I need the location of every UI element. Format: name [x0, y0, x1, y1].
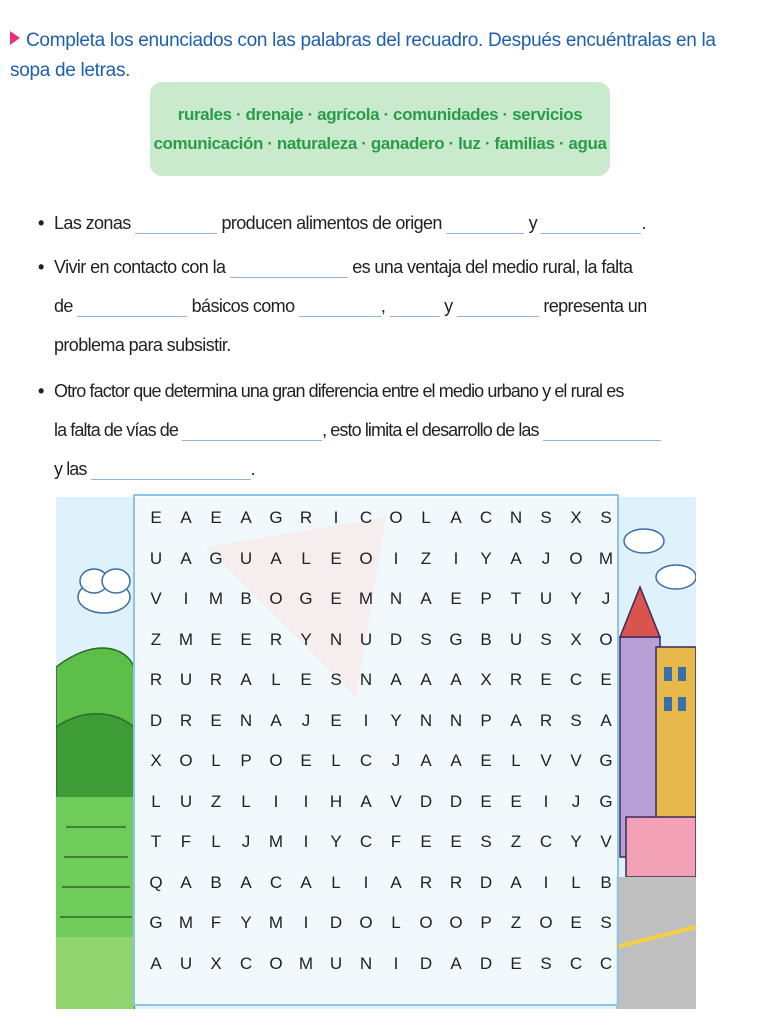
word-search-letter[interactable]: A: [510, 710, 522, 730]
word-search-letter[interactable]: A: [240, 508, 252, 527]
word-search-letter[interactable]: N: [359, 670, 373, 689]
word-search-letter[interactable]: A: [420, 670, 432, 689]
word-search-letter[interactable]: A: [390, 872, 402, 892]
bullet-icon: •: [38, 257, 44, 277]
word-search-letter[interactable]: O: [269, 589, 283, 608]
word-search-letter[interactable]: U: [179, 953, 193, 973]
word-search-letter[interactable]: C: [359, 751, 373, 770]
word-search-letter[interactable]: J: [541, 548, 551, 568]
word-search-letter[interactable]: P: [240, 751, 252, 770]
statement-2-text: [54, 248, 698, 365]
statement-3-part-3: , esto limita el desarrollo de las: [322, 420, 539, 440]
word-search-letter[interactable]: M: [268, 832, 284, 851]
word-search-letter[interactable]: X: [570, 629, 582, 649]
word-search-letter[interactable]: O: [389, 508, 403, 527]
word-search-letter[interactable]: A: [420, 751, 432, 770]
word-search-letter[interactable]: D: [329, 913, 343, 932]
word-search-letter[interactable]: Y: [330, 832, 342, 851]
word-search-letter[interactable]: E: [570, 913, 582, 932]
statement-1: [38, 204, 698, 243]
word-search-letter[interactable]: R: [509, 670, 523, 689]
word-search-letter[interactable]: M: [178, 629, 194, 649]
word-search-letter[interactable]: I: [183, 589, 189, 608]
word-search-letter[interactable]: G: [599, 791, 613, 811]
word-search-letter[interactable]: C: [359, 832, 373, 851]
word-search-letter[interactable]: L: [571, 872, 581, 892]
statement-1-part-1: Las zonas: [54, 213, 131, 233]
statement-2: [38, 248, 698, 365]
word-search-letter[interactable]: S: [480, 832, 492, 851]
word-search-letter[interactable]: I: [363, 872, 369, 892]
word-search-letter[interactable]: B: [480, 629, 492, 649]
word-search-letter[interactable]: D: [149, 710, 163, 730]
word-search-letter[interactable]: L: [391, 913, 401, 932]
statement-3-part-4: y las: [54, 459, 87, 479]
instruction-text: Completa los enunciados con las palabras del recuadro. Después encuéntralas en la sopa de letras.: [10, 30, 716, 81]
word-search-letter[interactable]: E: [210, 629, 222, 649]
word-search-letter[interactable]: A: [240, 670, 252, 689]
word-search-letter[interactable]: A: [450, 670, 462, 689]
word-search-letter[interactable]: X: [480, 670, 492, 689]
word-search-letter[interactable]: A: [180, 548, 192, 568]
statement-2-part-3: de: [54, 296, 73, 316]
word-search-letter[interactable]: L: [331, 751, 341, 770]
word-search-letter[interactable]: G: [209, 548, 223, 568]
word-search-letter[interactable]: C: [599, 953, 613, 973]
word-search-letter[interactable]: G: [269, 508, 283, 527]
word-search-letter[interactable]: L: [211, 832, 221, 851]
word-search-letter[interactable]: S: [540, 629, 552, 649]
word-search-letter[interactable]: S: [330, 670, 342, 689]
statement-1-text: [54, 204, 698, 243]
word-search-letter[interactable]: R: [419, 872, 433, 892]
word-search-letter[interactable]: A: [510, 872, 522, 892]
word-search-letter[interactable]: E: [480, 791, 492, 811]
word-search-letter[interactable]: R: [179, 710, 193, 730]
word-search-letter[interactable]: O: [569, 548, 583, 568]
word-search-letter[interactable]: E: [540, 670, 552, 689]
word-search-letter[interactable]: M: [178, 913, 194, 932]
word-search-letter[interactable]: S: [420, 629, 432, 649]
word-search-letter[interactable]: S: [600, 508, 612, 527]
word-search-letter[interactable]: O: [179, 751, 193, 770]
answer-blank[interactable]: [541, 211, 641, 234]
triangle-bullet-icon: [10, 31, 20, 45]
statement-1-part-2: producen alimentos de origen: [221, 213, 442, 233]
answer-blank[interactable]: [77, 294, 187, 317]
word-search-letter[interactable]: J: [391, 751, 401, 770]
word-search-letter[interactable]: U: [509, 629, 523, 649]
word-search-letter[interactable]: C: [569, 670, 583, 689]
word-search-letter[interactable]: U: [329, 953, 343, 973]
word-search-letter[interactable]: A: [600, 710, 612, 730]
word-search-letter[interactable]: G: [299, 589, 313, 608]
word-search-letter[interactable]: N: [449, 710, 463, 730]
word-search-letter[interactable]: O: [419, 913, 433, 932]
word-box-line-2: comunicación · naturaleza · ganadero · luz · familias · agua: [153, 134, 607, 153]
word-search-letter[interactable]: V: [600, 832, 612, 851]
word-search-letter[interactable]: R: [209, 670, 223, 689]
word-search-letter[interactable]: N: [509, 508, 523, 527]
statement-2-part-8: problema para subsistir.: [54, 335, 231, 355]
word-search-letter[interactable]: S: [540, 953, 552, 973]
word-search-letter[interactable]: D: [449, 791, 463, 811]
word-search-letter[interactable]: C: [569, 953, 583, 973]
statement-3-part-1: Otro factor que determina una gran diferencia entre el medio urbano y el rural es: [54, 381, 624, 401]
statement-2-part-7: representa un: [543, 296, 647, 316]
word-search-letter[interactable]: Z: [510, 832, 522, 851]
word-search-letter[interactable]: A: [180, 872, 192, 892]
answer-blank[interactable]: [543, 418, 661, 441]
word-search-letter[interactable]: I: [453, 548, 459, 568]
word-search-letter[interactable]: C: [269, 872, 283, 892]
word-search-letter[interactable]: E: [450, 589, 462, 608]
word-search-letter[interactable]: R: [539, 710, 553, 730]
word-search-letter[interactable]: Z: [210, 791, 222, 811]
word-search-letter[interactable]: X: [150, 751, 162, 770]
word-search-letter[interactable]: D: [419, 791, 433, 811]
word-search-letter[interactable]: C: [539, 832, 553, 851]
word-search-letter[interactable]: Z: [150, 629, 162, 649]
word-search-letter[interactable]: Z: [420, 548, 432, 568]
word-search-letter[interactable]: E: [510, 953, 522, 973]
word-search-letter[interactable]: J: [241, 832, 251, 851]
word-search-letter[interactable]: V: [390, 791, 402, 811]
word-search-letter[interactable]: R: [299, 508, 313, 527]
word-search-letter[interactable]: I: [303, 913, 309, 932]
word-search-letter[interactable]: O: [359, 913, 373, 932]
word-search-letter[interactable]: Y: [480, 548, 492, 568]
word-search-letter[interactable]: Y: [300, 629, 312, 649]
word-search-letter[interactable]: U: [179, 670, 193, 689]
bullet-icon: •: [38, 213, 44, 233]
word-search-letter[interactable]: M: [298, 953, 314, 973]
statement-2-part-5: ,: [380, 296, 386, 316]
word-search-letter[interactable]: B: [240, 589, 252, 608]
word-search-letter[interactable]: N: [419, 710, 433, 730]
word-search-letter[interactable]: X: [570, 508, 582, 527]
word-search-letter[interactable]: N: [239, 710, 253, 730]
word-search-letter[interactable]: A: [450, 751, 462, 770]
word-search-letter[interactable]: M: [358, 589, 374, 608]
word-search-letter[interactable]: D: [479, 953, 493, 973]
instruction: [10, 26, 760, 86]
word-search-letter[interactable]: E: [510, 791, 522, 811]
word-search-letter[interactable]: U: [539, 589, 553, 608]
word-search-letter[interactable]: B: [210, 872, 222, 892]
statement-2-part-1: Vivir en contacto con la: [54, 257, 226, 277]
word-search-letter[interactable]: E: [330, 548, 342, 568]
word-search-letter[interactable]: X: [210, 953, 222, 973]
word-search-letter[interactable]: A: [450, 953, 462, 973]
word-search-letter[interactable]: Y: [570, 832, 582, 851]
word-search-letter[interactable]: M: [268, 913, 284, 932]
statement-2-part-2: es una ventaja del medio rural, la falta: [352, 257, 633, 277]
word-search-letter[interactable]: E: [330, 710, 342, 730]
word-search-letter[interactable]: T: [510, 589, 522, 608]
word-search-letter[interactable]: U: [239, 548, 253, 568]
word-search-letter[interactable]: L: [211, 751, 221, 770]
word-search-letter[interactable]: M: [598, 548, 614, 568]
word-search-letter[interactable]: Y: [570, 589, 582, 608]
word-search-letter[interactable]: L: [301, 548, 311, 568]
word-search-letter[interactable]: D: [389, 629, 403, 649]
word-search-letter[interactable]: R: [269, 629, 283, 649]
word-search-letter[interactable]: S: [540, 508, 552, 527]
word-search-letter[interactable]: R: [449, 872, 463, 892]
word-search-letter[interactable]: O: [269, 751, 283, 770]
word-search-letter[interactable]: A: [180, 508, 192, 527]
word-search-letter[interactable]: V: [570, 751, 582, 770]
word-search-letter[interactable]: D: [479, 872, 493, 892]
word-search-letter[interactable]: I: [393, 548, 399, 568]
answer-blank[interactable]: [230, 255, 348, 278]
word-search-letter[interactable]: P: [480, 913, 492, 932]
word-search-letter[interactable]: C: [359, 508, 373, 527]
statement-1-part-3: y: [528, 213, 538, 233]
word-search-letter[interactable]: E: [150, 508, 162, 527]
answer-blank[interactable]: [91, 457, 251, 480]
answer-blank[interactable]: [135, 211, 217, 234]
word-search-letter[interactable]: U: [149, 548, 163, 568]
word-search-letter[interactable]: I: [303, 832, 309, 851]
word-search-letter[interactable]: C: [479, 508, 493, 527]
word-search-letter[interactable]: O: [449, 913, 463, 932]
word-search-letter[interactable]: I: [543, 872, 549, 892]
word-box-line-1: rurales · drenaje · agrícola · comunidades · servicios: [177, 105, 583, 124]
word-search-letter[interactable]: E: [420, 832, 432, 851]
word-search-letter[interactable]: O: [539, 913, 553, 932]
word-search-letter[interactable]: A: [240, 872, 252, 892]
word-search-letter[interactable]: L: [511, 751, 521, 770]
word-search-letter[interactable]: U: [179, 791, 193, 811]
word-search-letter[interactable]: A: [510, 548, 522, 568]
word-search-letter[interactable]: I: [303, 791, 309, 811]
word-search-letter[interactable]: Y: [240, 913, 252, 932]
word-search-letter[interactable]: L: [271, 670, 281, 689]
word-search-letter[interactable]: G: [599, 751, 613, 770]
word-search-letter[interactable]: I: [543, 791, 549, 811]
word-search-letter[interactable]: O: [269, 953, 283, 973]
word-box: [150, 82, 610, 176]
word-search-letter[interactable]: Q: [149, 872, 163, 892]
word-search-letter[interactable]: V: [540, 751, 552, 770]
word-search-letter[interactable]: A: [270, 548, 282, 568]
word-search-letter[interactable]: J: [301, 710, 311, 730]
cloud-icon: [78, 569, 130, 613]
word-search-letter[interactable]: O: [359, 548, 373, 568]
word-search-grid: [133, 494, 619, 1006]
word-search-letter[interactable]: L: [331, 872, 341, 892]
word-search-letter[interactable]: E: [210, 508, 222, 527]
word-search-letter[interactable]: M: [208, 589, 224, 608]
word-search-letter[interactable]: N: [329, 629, 343, 649]
word-search-letter[interactable]: I: [333, 508, 339, 527]
answer-blank[interactable]: [299, 294, 381, 317]
word-search-letter[interactable]: B: [600, 872, 612, 892]
word-search-letter[interactable]: J: [601, 589, 611, 608]
statement-3-part-5: .: [250, 459, 255, 479]
word-search-letter[interactable]: R: [149, 670, 163, 689]
word-search-letter[interactable]: J: [571, 791, 581, 811]
word-search-letter[interactable]: A: [150, 953, 162, 973]
word-search-letter[interactable]: T: [150, 832, 162, 851]
statement-2-part-4: básicos como: [191, 296, 295, 316]
word-search-letter[interactable]: U: [359, 629, 373, 649]
word-search-letter[interactable]: F: [180, 832, 192, 851]
word-search-letter[interactable]: A: [300, 872, 312, 892]
word-search-letter[interactable]: A: [390, 670, 402, 689]
word-search-letter[interactable]: G: [149, 913, 163, 932]
word-search-letter[interactable]: S: [570, 710, 582, 730]
word-search-letter[interactable]: O: [599, 629, 613, 649]
word-search-letter[interactable]: V: [150, 589, 162, 608]
answer-blank[interactable]: [390, 294, 440, 317]
word-search-letter[interactable]: P: [480, 710, 492, 730]
word-search-letter[interactable]: L: [241, 791, 251, 811]
word-search-letter[interactable]: I: [363, 710, 369, 730]
word-search-letter[interactable]: E: [210, 710, 222, 730]
word-search-letter[interactable]: F: [210, 913, 222, 932]
word-search-letter[interactable]: I: [393, 953, 399, 973]
word-search-letter[interactable]: E: [480, 751, 492, 770]
word-search-letter[interactable]: S: [600, 913, 612, 932]
word-search-letter[interactable]: G: [449, 629, 463, 649]
word-search-letter[interactable]: A: [420, 589, 432, 608]
word-search-letter[interactable]: H: [329, 791, 343, 811]
word-search-letter[interactable]: C: [239, 953, 253, 973]
word-search-letter[interactable]: D: [419, 953, 433, 973]
word-search-letter[interactable]: Z: [510, 913, 522, 932]
word-search-letter[interactable]: A: [270, 710, 282, 730]
word-search-letter[interactable]: P: [480, 589, 492, 608]
statement-3: [38, 372, 698, 489]
statement-2-part-6: y: [444, 296, 453, 316]
word-search-letter[interactable]: F: [390, 832, 402, 851]
word-search-letter[interactable]: L: [421, 508, 431, 527]
answer-blank[interactable]: [457, 294, 539, 317]
bullet-icon: •: [38, 381, 44, 401]
answer-blank[interactable]: [182, 418, 322, 441]
word-search-letter[interactable]: N: [359, 953, 373, 973]
word-search-letter[interactable]: A: [450, 508, 462, 527]
word-search-letter[interactable]: I: [273, 791, 279, 811]
word-search-letter[interactable]: N: [389, 589, 403, 608]
word-search-letter[interactable]: Y: [390, 710, 402, 730]
word-search-letter[interactable]: E: [330, 589, 342, 608]
word-search-letter[interactable]: A: [360, 791, 372, 811]
statement-1-part-4: .: [641, 213, 646, 233]
word-search-letter[interactable]: E: [300, 751, 312, 770]
word-search-letter[interactable]: E: [300, 670, 312, 689]
statement-3-part-2: la falta de vías de: [54, 420, 178, 440]
word-search-letter[interactable]: E: [600, 670, 612, 689]
word-search-letter[interactable]: L: [151, 791, 161, 811]
statement-3-text: [54, 372, 698, 489]
word-search-letter[interactable]: E: [240, 629, 252, 649]
answer-blank[interactable]: [446, 211, 524, 234]
word-search-letter[interactable]: E: [450, 832, 462, 851]
